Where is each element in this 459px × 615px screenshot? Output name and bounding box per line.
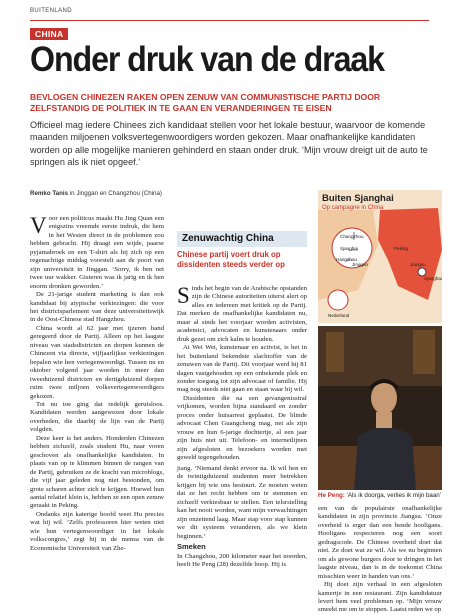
sjanghai-marker bbox=[418, 268, 426, 276]
box-column bbox=[177, 285, 307, 460]
box-title: Zenuwachtig China bbox=[177, 231, 307, 247]
paragraph bbox=[177, 285, 307, 344]
photo-he-peng bbox=[318, 326, 442, 490]
map-label: Changzhou bbox=[340, 234, 364, 239]
map-label: Hangzhou bbox=[336, 257, 357, 262]
nederland-circle bbox=[328, 290, 348, 310]
map-label: Sjanghai bbox=[340, 246, 358, 251]
paragraph: Dissidenten die na een gevangenisstraf vrijkomen, worden bijna standaard en zonder proces onder huisarrest geplaatst. De blinde advocaat Chen Guangcheng mag, net als zijn vrouw en hun 6-jarige dochtertje, al een jaar zijn huis niet uit. Telefoon- en internetlijnen zijn afgesloten en bezoekers worden met geweld tegengehouden. bbox=[177, 394, 307, 462]
dropcap: V bbox=[30, 213, 47, 238]
byline-location: in Jinggan en Changzhou (China) bbox=[68, 190, 162, 197]
map-subtitle: Op campagne in China bbox=[322, 205, 384, 211]
paragraph: Ai Wei Wei, kunstenaar en activist, is het in het buitenland bekendste slachtoffer van de zenuwen van de Partij. Dit voorjaar werd hij 81 dagen vastgehouden op een onbekende plek en zonder toegang tot zijn advocaat of familie. Hij mag nog steeds niet gaan en staan waar hij wil. bbox=[177, 344, 307, 394]
paragraph: China wordt al 62 jaar met ijzeren hand geregeerd door de Partij. Alleen op het laagste niveau van stadsdistricten en dorpen kunnen de Chinezen via directe, vijfjaarlijkse verkiezingen bepalen wie hen vertegenwoordigt. Tussen nu en oktober volgend jaar worden in meer dan tweeduizend districten en dertigduizend dorpen ruim twee miljoen volksvertegenwoordigers gekozen. bbox=[30, 324, 164, 400]
paragraph: Deze keer is het anders. Honderden Chinezen hebben zichzelf, zoals student Hu, naar voren geschoven als onafhankelijke kandidaten. In plaats van op te klimmen binnen de rangen van de Partij, gebruiken ze de kracht van microblogs, die vijf jaar geleden nog niet bestonden, om grote scharen achter zich te krijgen. Hoewel hun aantal relatief klein is, hebben ze een open zenuw geraakt in Peking. bbox=[30, 434, 164, 510]
photo-caption bbox=[318, 492, 442, 500]
article-column-2 bbox=[177, 465, 307, 605]
section-rule bbox=[30, 20, 429, 21]
map-title: Buiten Sjanghai bbox=[322, 193, 394, 204]
map-label: Peking bbox=[394, 246, 409, 251]
paragraph bbox=[30, 215, 164, 291]
paragraph: De 21-jarige student marketing is dan ook kandidaat bij atypische verkiezingen: die voor het districtsparlement van deze universiteitswijk in de Oost-Chinese stad Hangzhou. bbox=[30, 291, 164, 324]
country-tag: CHINA bbox=[30, 28, 68, 40]
paragraph: een van de populairste onafhankelijke kandidaten in zijn provincie Jiangsu. ‘Onze overheid is erger dan een bende hooligans. Hooligans respecteren nog een soort gedragscode. De Chinese overheid doet dat niet. Ze doet wat ze wil. Als we nu beginnen om als gewone burgers door te dringen in het laagste niveau, dan is in de toekomst China misschien weer in handen van ons.’ bbox=[318, 505, 442, 580]
map-label: Jinggan bbox=[352, 262, 369, 267]
paragraph: Hij doet zijn verhaal in een afgesloten kamertje in een restaurant. Zijn kandidatuur levert hem veel problemen op. ‘Mijn vrouw smeekt me om te stoppen. Laatst reden we op bbox=[318, 581, 442, 614]
lead-paragraph: Officieel mag iedere Chinees zich kandidaat stellen voor het lokale bestuur, waarvoor de komende maanden miljoenen volksvertegenwoordigers worden gekozen. Maar onafhankelijke kandidaten worden op alle mogelijke manieren gehinderd en staan onder druk. ‘Mijn vrouw dreigt uit de auto te springen als ik niet opgeef.’ bbox=[30, 120, 428, 168]
caption-name: He Peng: bbox=[318, 492, 345, 499]
subhead: BEVLOGEN CHINEZEN RAKEN OPEN ZENUW VAN COMMUNISTISCHE PARTIJ DOOR ZELFSTANDIG DE POLITIEK IN TE GAAN EN VERANDERINGEN TE EISEN bbox=[30, 92, 381, 113]
paragraph-text: oor een politicus maakt Hu Jing Quan een enigszins vreemde eerste indruk, die hem in het Westen direct in de problemen zou hebben gebracht. Hij draagt een wijde, paarse pyjamabroek en een T-shirt als hij zich op een regenachtige middag voorstelt aan de poort van zijn universiteit in Jinggan. ‘Sorry, ik ben net twee uur wakker. Gisteren was ik jarig en ik ben enorm dronken geworden.’ bbox=[30, 215, 164, 290]
box-subtitle: Chinese partij voert druk op dissidenten steeds verder op bbox=[177, 250, 285, 269]
paragraph: Tot nu toe ging dat redelijk geruisloos. Kandidaten werden aangewezen door lokale overheden, die daarbij de lijn van de Partij volgden. bbox=[30, 400, 164, 434]
caption-quote: ‘Als ik doorga, verlies ik mijn baan’ bbox=[344, 492, 442, 499]
map-label: Nederland bbox=[328, 313, 350, 318]
headline: Onder druk van de draak bbox=[30, 40, 384, 79]
article-column-1 bbox=[30, 215, 164, 605]
map-label: Sjanghai bbox=[424, 276, 442, 281]
article-column-3 bbox=[318, 505, 442, 614]
paragraph: Ondanks zijn katerige hoofd weet Hu precies wat hij wil. ‘Zelfs professoren hier weten niet wie hun vertegenwoordiger in het lokale volkscongres,’ zegt hij in de mensa van de Economische Universiteit van Zhe- bbox=[30, 510, 164, 552]
paragraph-text: inds het begin van de Arabische opstanden zijn de Chinese autoriteiten uiterst alert op alles en iedereen met kritiek op de Partij. Dat merken de onafhankelijke kandidaten nu, maar al sinds het voorjaar worden activisten, academici, advocaten en kunstenaars onder druk gezet om zich kalm te houden. bbox=[177, 285, 307, 343]
byline bbox=[30, 190, 170, 198]
section-heading: Smeken bbox=[177, 542, 206, 552]
section-label: BUITENLAND bbox=[30, 8, 73, 14]
map-graphic bbox=[318, 190, 442, 323]
dropcap: S bbox=[177, 283, 190, 308]
paragraph: jiang. ‘Niemand denkt ervoor na. Ik wil hen en de twintigduizend studenten meer betrekken krijgen bij wie ons bestuurt. Ze moeten weten dat ze het recht hebben om te stemmen en zichzelf verkiesbaar te stellen. Een telsrstelling kan het nooit worden, want mijn verwachtingen zijn onzettend laag. Maar stap voor stap kunnen we dit systeem veranderen, als we klein beginnen.’ bbox=[177, 465, 307, 540]
paragraph: In Changzhou, 200 kilometer naar het noorden, heeft He Peng (28) dezelfde hoop. Hij is bbox=[177, 552, 307, 568]
map-label: Jiangsu bbox=[410, 262, 426, 267]
byline-author: Remko Tanis bbox=[30, 190, 69, 197]
photo-illustration bbox=[318, 326, 442, 490]
